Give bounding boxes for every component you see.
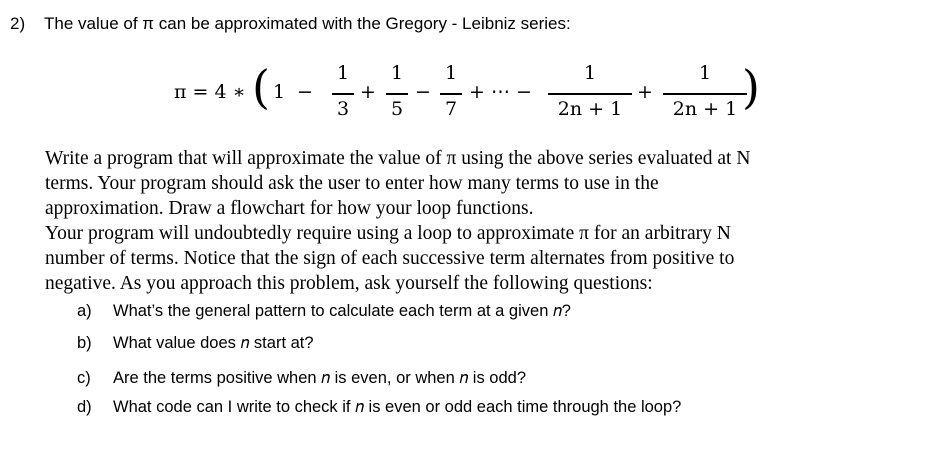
fraction-1-denominator: 3 [336, 98, 350, 120]
formula-plus-ellipsis-minus: + ⋯ − [469, 81, 532, 103]
fraction-2-denominator: 5 [390, 98, 404, 120]
paragraph-line: approximation. Draw a flowchart for how your loop functions. [45, 198, 534, 219]
paragraph-line: negative. As you approach this problem, ask yourself the following questions: [45, 273, 653, 294]
leibniz-formula [0, 0, 948, 140]
fraction-5-denominator: 2n + 1 [672, 98, 738, 120]
fraction-1-bar [332, 93, 354, 95]
fraction-3-denominator: 7 [444, 98, 458, 120]
paragraph-line: terms. Your program should ask the user to enter how many terms to use in the [45, 173, 659, 194]
list-item-label: c) [77, 369, 91, 387]
formula-lhs: π = 4 ∗ [174, 81, 246, 103]
list-item-label: b) [77, 334, 92, 352]
formula-open-paren: ( [252, 60, 270, 114]
list-item [77, 334, 314, 353]
paragraph-line: Write a program that will approximate the value of π using the above series evaluated at N [45, 148, 751, 169]
formula-minus-2: − [415, 81, 431, 103]
fraction-4-denominator: 2n + 1 [557, 98, 623, 120]
fraction-3-numerator: 1 [444, 62, 458, 84]
list-item-label: a) [77, 302, 92, 320]
question-intro: The value of π can be approximated with the Gregory - Leibniz series: [44, 14, 571, 33]
fraction-5-numerator: 1 [698, 62, 712, 84]
formula-close-paren: ) [742, 60, 760, 114]
fraction-2-numerator: 1 [390, 62, 404, 84]
fraction-2-bar [386, 93, 408, 95]
paragraph-line: number of terms. Notice that the sign of each successive term alternates from positive to [45, 248, 735, 269]
list-item-text: Are the terms positive when 𝑛 is even, or when 𝑛 is odd? [113, 369, 527, 387]
fraction-3-bar [440, 93, 462, 95]
list-item [77, 369, 526, 388]
fraction-5-bar [663, 93, 747, 95]
instructions-paragraph [45, 146, 925, 296]
fraction-1-numerator: 1 [336, 62, 350, 84]
formula-minus-1: − [297, 81, 313, 103]
list-item [77, 398, 681, 417]
list-item [77, 302, 571, 321]
list-item-text: What code can I write to check if 𝑛 is even or odd each time through the loop? [113, 398, 682, 416]
list-item-label: d) [77, 398, 92, 416]
formula-plus-1: + [360, 81, 376, 103]
list-item-text: What’s the general pattern to calculate each term at a given 𝑛? [113, 302, 571, 320]
fraction-4-numerator: 1 [583, 62, 597, 84]
question-number: 2) [10, 14, 26, 33]
paragraph-line: Your program will undoubtedly require using a loop to approximate π for an arbitrary N [45, 223, 731, 244]
formula-one: 1 [273, 81, 286, 103]
fraction-4-bar [548, 93, 632, 95]
list-item-text: What value does 𝑛 start at? [113, 334, 314, 352]
formula-plus-3: + [637, 81, 653, 103]
